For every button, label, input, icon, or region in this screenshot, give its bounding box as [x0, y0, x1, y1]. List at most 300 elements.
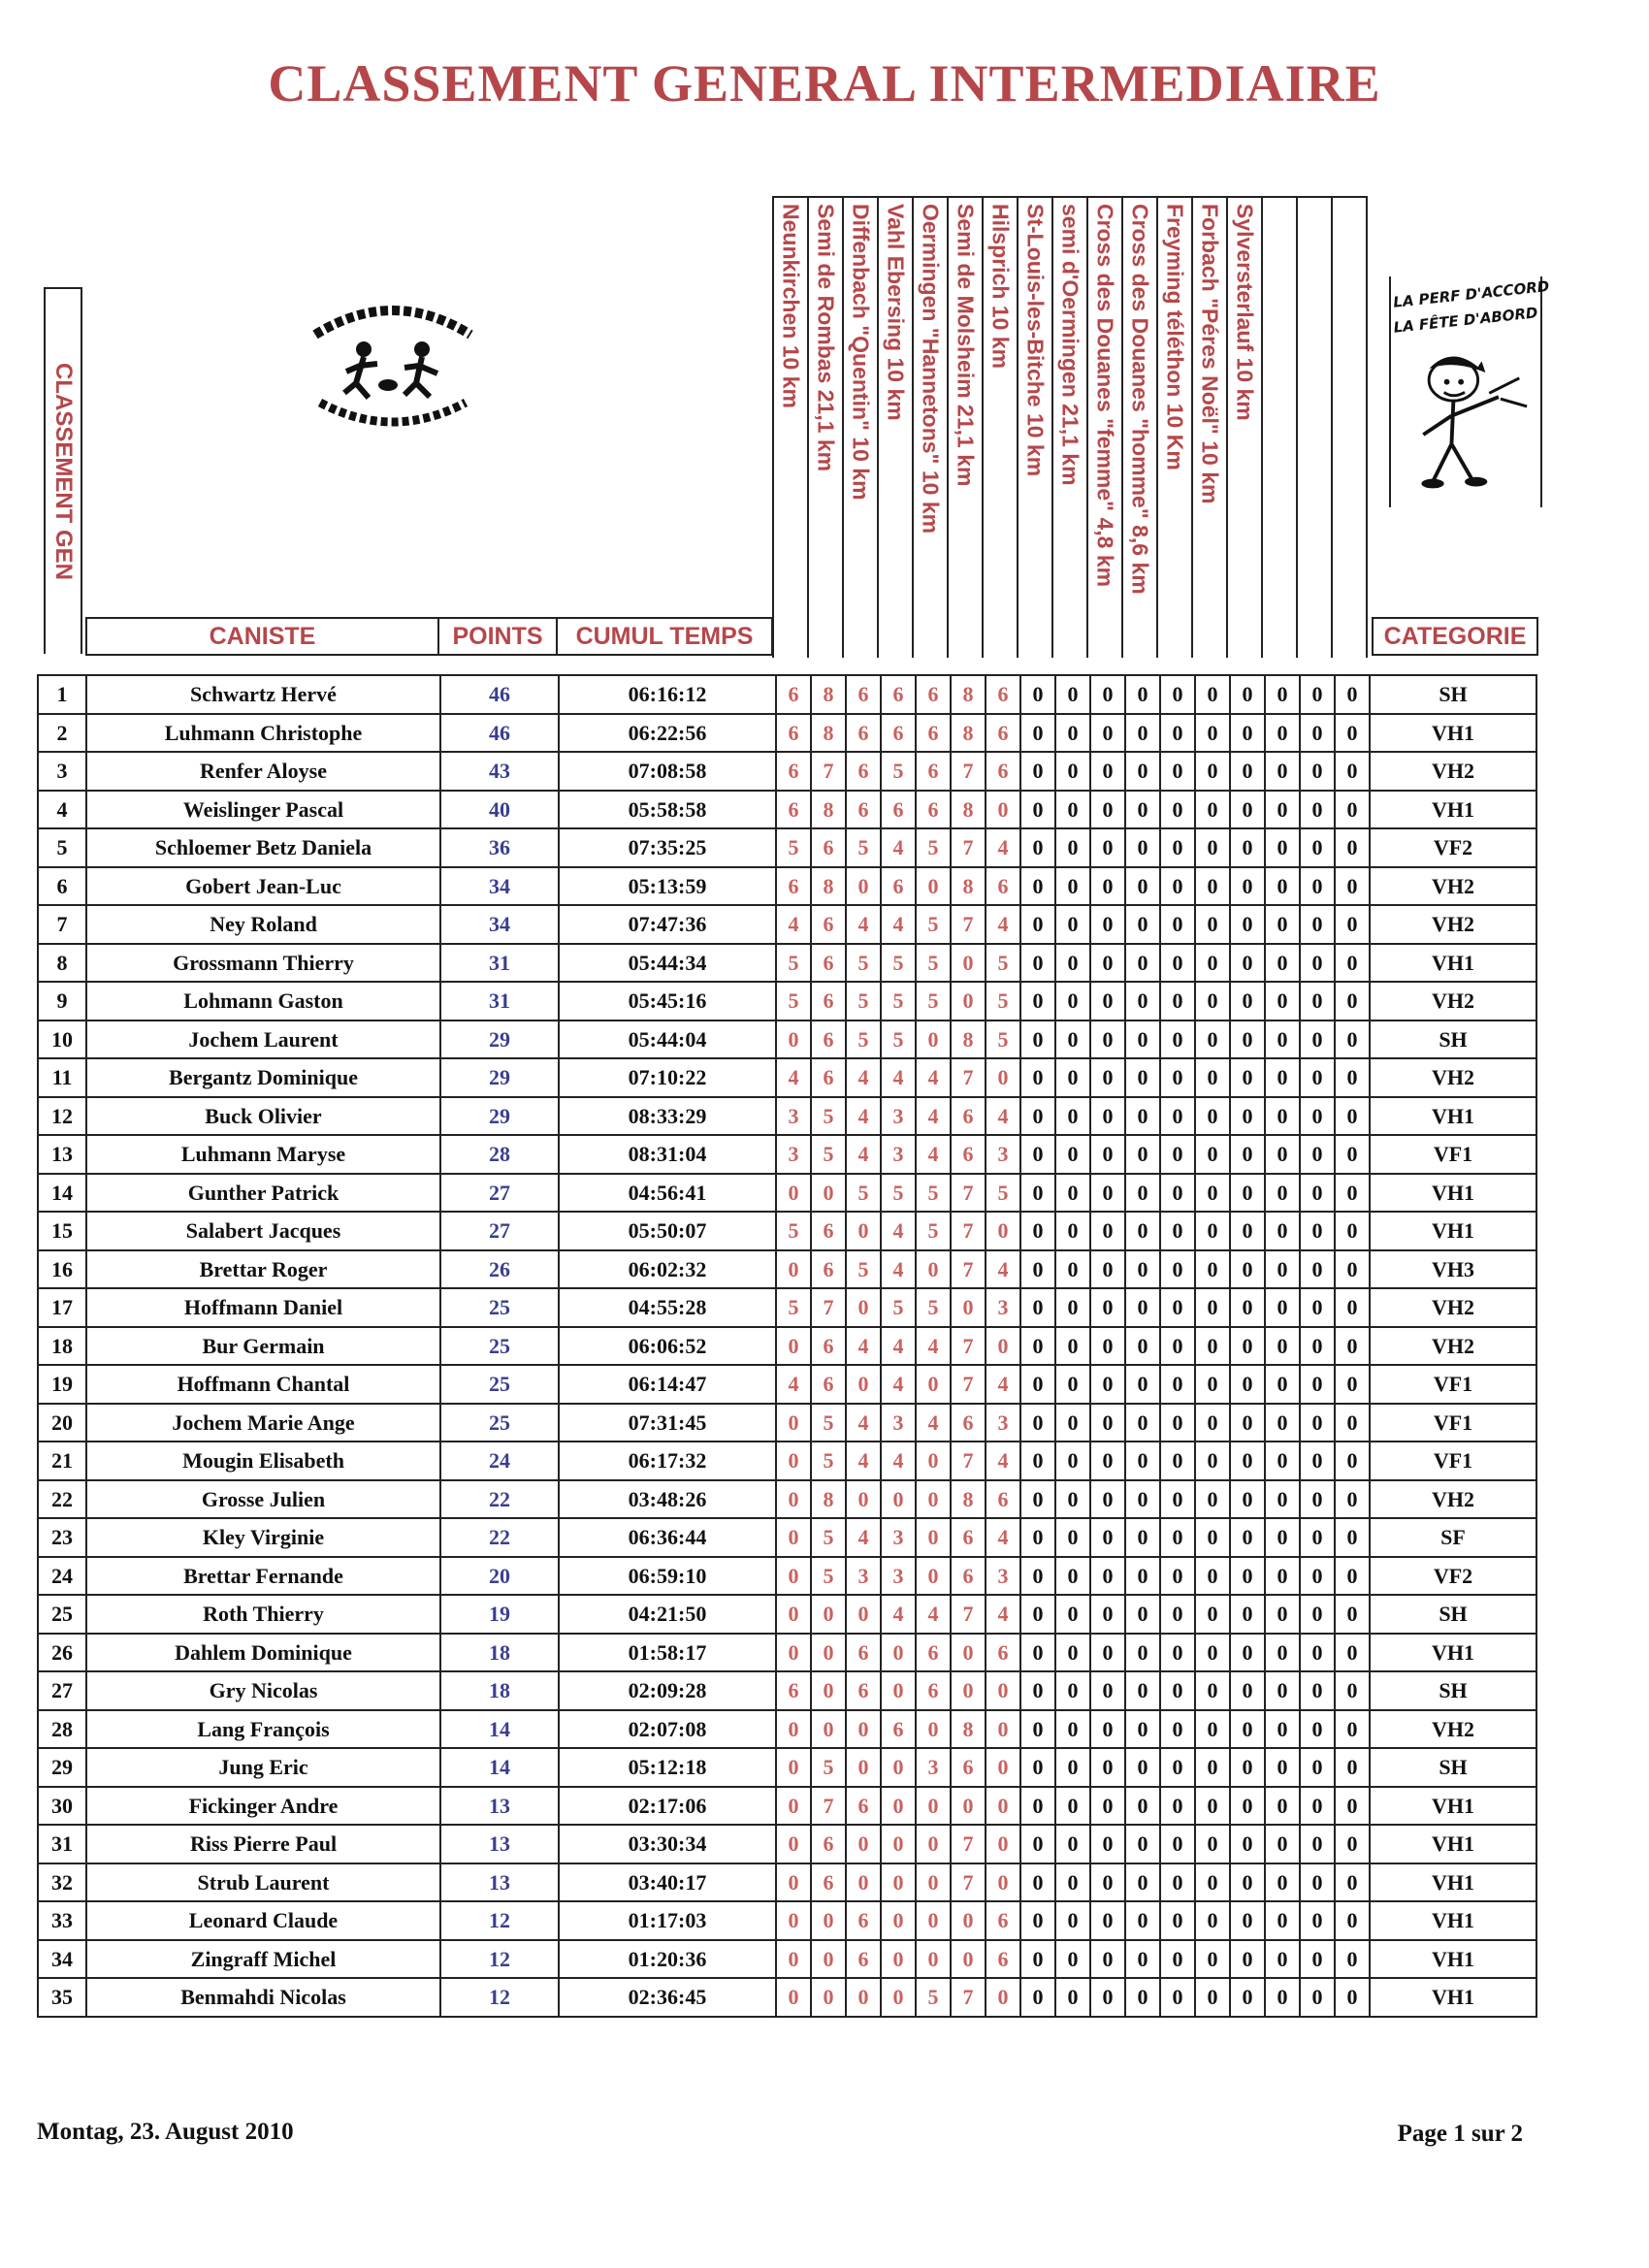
race-score-cell: 0 [846, 1288, 881, 1327]
race-score-cell: 0 [1020, 828, 1055, 867]
race-score-cell: 6 [846, 1940, 881, 1979]
race-score-cell: 0 [1125, 1058, 1160, 1097]
race-score-cell: 0 [1125, 1288, 1160, 1327]
race-score-cell: 8 [951, 1710, 986, 1749]
race-score-cell: 8 [951, 791, 986, 829]
race-score-cell: 0 [1160, 1901, 1195, 1940]
race-score-cell: 7 [951, 828, 986, 867]
table-row [38, 1288, 1536, 1327]
race-score-cell: 4 [881, 1327, 916, 1366]
race-score-cell: 0 [1335, 1940, 1370, 1979]
race-score-cell: 0 [1090, 752, 1125, 791]
race-score-cell: 0 [1300, 752, 1335, 791]
race-score-cell: 7 [951, 1442, 986, 1480]
race-score-cell: 0 [1265, 1978, 1300, 2017]
category-cell: VH2 [1370, 1058, 1536, 1097]
race-score-cell: 0 [1125, 1250, 1160, 1289]
race-score-cell: 0 [1160, 867, 1195, 906]
race-score-cell: 0 [1160, 1671, 1195, 1710]
race-score-cell: 0 [1230, 1710, 1265, 1749]
footer-page-number: Page 1 sur 2 [1397, 2121, 1523, 2147]
race-score-cell: 7 [951, 1058, 986, 1097]
race-score-cell: 0 [1055, 1365, 1090, 1404]
race-score-cell: 6 [811, 1021, 846, 1059]
race-score-cell: 0 [1195, 1671, 1230, 1710]
race-score-cell: 6 [846, 675, 881, 714]
race-score-cell: 0 [916, 1442, 951, 1480]
points-cell: 29 [440, 1097, 559, 1136]
race-header-label: Neunkirchen 10 km [778, 204, 804, 408]
cumul-time-cell: 04:56:41 [559, 1174, 776, 1213]
race-score-cell: 0 [1230, 1863, 1265, 1902]
race-score-cell: 0 [1300, 1365, 1335, 1404]
rank-cell: 2 [38, 714, 86, 753]
race-score-cell: 0 [1195, 905, 1230, 944]
race-score-cell: 0 [776, 1518, 811, 1557]
race-score-cell: 0 [1055, 1595, 1090, 1634]
race-score-cell: 6 [881, 867, 916, 906]
race-score-cell: 4 [846, 1097, 881, 1136]
race-score-cell: 0 [1055, 1480, 1090, 1519]
cumul-time-cell: 07:08:58 [559, 752, 776, 791]
race-score-cell: 0 [1335, 944, 1370, 983]
caniste-name: Lohmann Gaston [86, 982, 440, 1021]
race-score-cell: 0 [811, 1595, 846, 1634]
race-score-cell: 0 [846, 1825, 881, 1863]
caniste-name: Jochem Laurent [86, 1021, 440, 1059]
race-score-cell: 0 [1230, 1940, 1265, 1979]
race-score-cell: 5 [776, 1212, 811, 1250]
race-score-cell: 6 [986, 752, 1020, 791]
table-row [38, 1940, 1536, 1979]
caniste-name: Kley Virginie [86, 1518, 440, 1557]
race-header-label: Semi de Molsheim 21,1 km [953, 204, 979, 487]
table-row [38, 1480, 1536, 1519]
race-score-cell: 0 [846, 867, 881, 906]
category-cell: SH [1370, 1595, 1536, 1634]
race-score-cell: 5 [916, 1174, 951, 1213]
club-logo-right [1389, 276, 1551, 507]
race-score-cell: 0 [1055, 1021, 1090, 1059]
cumul-time-cell: 06:17:32 [559, 1442, 776, 1480]
race-score-cell: 3 [986, 1557, 1020, 1596]
race-score-cell: 0 [1055, 867, 1090, 906]
race-score-cell: 3 [881, 1557, 916, 1596]
race-score-cell: 0 [1160, 1021, 1195, 1059]
race-score-cell: 0 [1335, 1825, 1370, 1863]
caniste-name: Jung Eric [86, 1748, 440, 1787]
race-score-cell: 6 [951, 1518, 986, 1557]
race-score-cell: 7 [951, 1595, 986, 1634]
race-score-cell: 0 [986, 791, 1020, 829]
race-score-cell: 6 [916, 752, 951, 791]
race-score-cell: 5 [986, 944, 1020, 983]
race-score-cell: 0 [1090, 1557, 1125, 1596]
race-score-cell: 0 [811, 1710, 846, 1749]
race-score-cell: 0 [1020, 1097, 1055, 1136]
race-score-cell: 0 [1090, 1480, 1125, 1519]
race-score-cell: 0 [1090, 1327, 1125, 1366]
race-score-cell: 0 [1055, 1901, 1090, 1940]
race-score-cell: 0 [1125, 714, 1160, 753]
race-score-cell: 0 [1265, 1634, 1300, 1672]
rank-cell: 1 [38, 675, 86, 714]
race-score-cell: 0 [846, 1710, 881, 1749]
race-score-cell: 6 [951, 1097, 986, 1136]
caniste-name: Roth Thierry [86, 1595, 440, 1634]
table-row [38, 1021, 1536, 1059]
table-row [38, 867, 1536, 906]
race-score-cell: 0 [1230, 1288, 1265, 1327]
race-score-cell: 0 [1265, 905, 1300, 944]
race-score-cell: 0 [776, 1787, 811, 1826]
race-header-label: semi d'Oermingen 21,1 km [1057, 204, 1083, 486]
table-row [38, 1825, 1536, 1863]
race-score-cell: 0 [1195, 791, 1230, 829]
race-score-cell: 0 [951, 1787, 986, 1826]
race-score-cell: 0 [1300, 1940, 1335, 1979]
race-score-cell: 3 [881, 1518, 916, 1557]
race-score-cell: 0 [776, 1634, 811, 1672]
race-score-cell: 0 [1090, 1135, 1125, 1174]
cumul-time-cell: 02:17:06 [559, 1787, 776, 1826]
race-score-cell: 0 [1125, 1634, 1160, 1672]
race-header-12 [1158, 198, 1193, 658]
race-score-cell: 4 [916, 1595, 951, 1634]
race-score-cell: 5 [846, 1250, 881, 1289]
race-score-cell: 0 [1090, 905, 1125, 944]
table-row [38, 1404, 1536, 1442]
race-score-cell: 0 [1230, 828, 1265, 867]
race-score-cell: 0 [1160, 1480, 1195, 1519]
table-row [38, 982, 1536, 1021]
points-cell: 18 [440, 1634, 559, 1672]
race-header-label: Forbach "Péres Noël" 10 km [1197, 204, 1223, 504]
race-score-cell: 0 [1230, 1058, 1265, 1097]
points-cell: 28 [440, 1135, 559, 1174]
race-header-2 [809, 198, 844, 658]
race-score-cell: 0 [1195, 1518, 1230, 1557]
race-score-cell: 0 [776, 1250, 811, 1289]
race-score-cell: 0 [1125, 1557, 1160, 1596]
rank-cell: 15 [38, 1212, 86, 1250]
race-score-cell: 0 [1125, 675, 1160, 714]
race-score-cell: 0 [1020, 1404, 1055, 1442]
category-cell: VF2 [1370, 828, 1536, 867]
race-score-cell: 5 [986, 1021, 1020, 1059]
race-score-cell: 0 [1195, 867, 1230, 906]
race-score-cell: 0 [776, 1940, 811, 1979]
race-score-cell: 0 [1160, 1212, 1195, 1250]
rank-cell: 12 [38, 1097, 86, 1136]
race-score-cell: 3 [986, 1135, 1020, 1174]
table-row [38, 1595, 1536, 1634]
race-score-cell: 6 [916, 1671, 951, 1710]
race-score-cell: 3 [881, 1135, 916, 1174]
category-cell: VH1 [1370, 714, 1536, 753]
caniste-name: Buck Olivier [86, 1097, 440, 1136]
table-row [38, 1135, 1536, 1174]
race-score-cell: 0 [1195, 1212, 1230, 1250]
race-score-cell: 0 [1125, 1021, 1160, 1059]
footer-date: Montag, 23. August 2010 [37, 2119, 294, 2145]
cumul-time-cell: 06:36:44 [559, 1518, 776, 1557]
race-score-cell: 0 [1300, 1557, 1335, 1596]
race-score-cell: 0 [1230, 1135, 1265, 1174]
race-score-cell: 0 [881, 1480, 916, 1519]
race-header-4 [879, 198, 914, 658]
race-score-cell: 0 [1230, 1327, 1265, 1366]
race-score-cell: 0 [1125, 1748, 1160, 1787]
race-score-cell: 0 [811, 1940, 846, 1979]
race-score-cell: 0 [1020, 1710, 1055, 1749]
race-score-cell: 0 [776, 1021, 811, 1059]
race-score-cell: 4 [846, 1518, 881, 1557]
race-score-cell: 0 [1020, 791, 1055, 829]
race-score-cell: 0 [1195, 1748, 1230, 1787]
race-score-cell: 0 [1020, 905, 1055, 944]
category-cell: VH1 [1370, 1787, 1536, 1826]
race-score-cell: 0 [1195, 1940, 1230, 1979]
cumul-time-cell: 03:30:34 [559, 1825, 776, 1863]
race-score-cell: 0 [1020, 1365, 1055, 1404]
race-score-cell: 0 [1335, 1021, 1370, 1059]
cumul-time-cell: 06:06:52 [559, 1327, 776, 1366]
race-score-cell: 0 [1265, 791, 1300, 829]
race-score-cell: 0 [1230, 1442, 1265, 1480]
race-score-cell: 0 [1335, 791, 1370, 829]
race-score-cell: 7 [951, 905, 986, 944]
race-score-cell: 7 [951, 752, 986, 791]
race-score-cell: 0 [1230, 1404, 1265, 1442]
rank-cell: 23 [38, 1518, 86, 1557]
race-score-cell: 0 [1090, 1058, 1125, 1097]
race-score-cell: 0 [1090, 944, 1125, 983]
race-score-cell: 0 [1300, 1634, 1335, 1672]
race-score-cell: 5 [881, 1288, 916, 1327]
race-score-cell: 0 [1265, 1250, 1300, 1289]
race-score-cell: 4 [986, 1442, 1020, 1480]
race-score-cell: 0 [1335, 1365, 1370, 1404]
race-header-label: Vahl Ebersing 10 km [883, 204, 909, 421]
race-score-cell: 5 [916, 982, 951, 1021]
race-score-cell: 0 [1160, 1557, 1195, 1596]
race-score-cell: 0 [1125, 1404, 1160, 1442]
race-score-cell: 0 [1230, 752, 1265, 791]
points-cell: 18 [440, 1671, 559, 1710]
ranking-table [37, 674, 1537, 2018]
category-cell: VH1 [1370, 1825, 1536, 1863]
race-score-cell: 0 [986, 1748, 1020, 1787]
race-score-cell: 3 [846, 1557, 881, 1596]
category-cell: VH1 [1370, 1940, 1536, 1979]
race-score-cell: 0 [1090, 1595, 1125, 1634]
caniste-name: Grossmann Thierry [86, 944, 440, 983]
race-score-cell: 0 [1335, 867, 1370, 906]
race-score-cell: 0 [1090, 1671, 1125, 1710]
table-row [38, 944, 1536, 983]
race-score-cell: 0 [916, 1518, 951, 1557]
cumul-time-cell: 03:40:17 [559, 1863, 776, 1902]
race-score-cell: 5 [776, 982, 811, 1021]
race-score-cell: 0 [1195, 1365, 1230, 1404]
race-score-cell: 0 [1265, 1557, 1300, 1596]
race-score-cell: 7 [951, 1863, 986, 1902]
points-cell: 14 [440, 1710, 559, 1749]
race-score-cell: 6 [846, 791, 881, 829]
points-cell: 22 [440, 1480, 559, 1519]
rank-cell: 20 [38, 1404, 86, 1442]
race-score-cell: 0 [1195, 1978, 1230, 2017]
race-score-cell: 0 [1090, 1863, 1125, 1902]
race-score-cell: 0 [1055, 1327, 1090, 1366]
race-score-cell: 0 [1090, 714, 1125, 753]
race-score-cell: 0 [1230, 1250, 1265, 1289]
race-score-cell: 7 [811, 1787, 846, 1826]
points-cell: 12 [440, 1978, 559, 2017]
points-cell: 29 [440, 1058, 559, 1097]
race-score-cell: 0 [846, 1365, 881, 1404]
race-score-cell: 6 [986, 1480, 1020, 1519]
race-score-cell: 0 [1020, 1787, 1055, 1826]
race-score-cell: 0 [1055, 1174, 1090, 1213]
race-score-cell: 0 [1055, 1442, 1090, 1480]
points-cell: 25 [440, 1404, 559, 1442]
race-score-cell: 0 [951, 1634, 986, 1672]
race-score-cell: 0 [1160, 1863, 1195, 1902]
rank-cell: 10 [38, 1021, 86, 1059]
race-score-cell: 0 [1055, 791, 1090, 829]
race-score-cell: 0 [1230, 791, 1265, 829]
race-score-cell: 0 [986, 1978, 1020, 2017]
race-score-cell: 0 [1335, 1097, 1370, 1136]
race-score-cell: 0 [776, 1710, 811, 1749]
race-score-cell: 0 [776, 1863, 811, 1902]
cumul-time-cell: 05:44:04 [559, 1021, 776, 1059]
caniste-name: Lang François [86, 1710, 440, 1749]
race-score-cell: 0 [1160, 1135, 1195, 1174]
race-score-cell: 4 [916, 1135, 951, 1174]
rank-cell: 7 [38, 905, 86, 944]
header-points: POINTS [437, 617, 558, 656]
race-score-cell: 0 [951, 1671, 986, 1710]
race-score-cell: 0 [1020, 1901, 1055, 1940]
points-cell: 31 [440, 944, 559, 983]
race-score-cell: 0 [1160, 675, 1195, 714]
cumul-time-cell: 05:45:16 [559, 982, 776, 1021]
table-row [38, 905, 1536, 944]
race-score-cell: 0 [1335, 1748, 1370, 1787]
race-score-cell: 0 [1335, 1058, 1370, 1097]
race-score-cell: 6 [811, 1327, 846, 1366]
race-score-cell: 5 [811, 1557, 846, 1596]
table-row [38, 1058, 1536, 1097]
points-cell: 40 [440, 791, 559, 829]
race-score-cell: 6 [986, 714, 1020, 753]
rank-cell: 13 [38, 1135, 86, 1174]
race-score-cell: 0 [776, 1748, 811, 1787]
race-score-cell: 6 [846, 1901, 881, 1940]
race-header-14 [1228, 198, 1263, 658]
race-score-cell: 0 [1195, 1442, 1230, 1480]
race-score-cell: 0 [1125, 982, 1160, 1021]
category-cell: VH1 [1370, 1863, 1536, 1902]
race-score-cell: 0 [1335, 1442, 1370, 1480]
race-score-cell: 0 [1125, 1710, 1160, 1749]
caniste-name: Ney Roland [86, 905, 440, 944]
race-score-cell: 0 [1125, 1174, 1160, 1213]
race-score-cell: 0 [1020, 1327, 1055, 1366]
race-score-cell: 3 [881, 1404, 916, 1442]
race-score-cell: 0 [1160, 905, 1195, 944]
table-row [38, 1250, 1536, 1289]
caniste-name: Luhmann Maryse [86, 1135, 440, 1174]
race-score-cell: 0 [1195, 982, 1230, 1021]
race-score-cell: 0 [1125, 1480, 1160, 1519]
race-score-cell: 0 [1125, 828, 1160, 867]
race-score-cell: 0 [881, 1978, 916, 2017]
race-score-cell: 0 [881, 1748, 916, 1787]
race-score-cell: 0 [1020, 1288, 1055, 1327]
race-score-cell: 7 [951, 1174, 986, 1213]
table-row [38, 1518, 1536, 1557]
race-score-cell: 0 [1230, 1634, 1265, 1672]
points-cell: 46 [440, 675, 559, 714]
race-score-cell: 0 [1090, 1634, 1125, 1672]
race-score-cell: 3 [881, 1097, 916, 1136]
cumul-time-cell: 02:36:45 [559, 1978, 776, 2017]
race-score-cell: 0 [776, 1557, 811, 1596]
table-row [38, 1174, 1536, 1213]
race-score-cell: 6 [811, 1365, 846, 1404]
race-score-cell: 5 [881, 944, 916, 983]
race-score-cell: 0 [1300, 1288, 1335, 1327]
race-score-cell: 6 [951, 1557, 986, 1596]
rank-cell: 8 [38, 944, 86, 983]
race-score-cell: 6 [916, 791, 951, 829]
table-row [38, 1634, 1536, 1672]
race-score-cell: 0 [1020, 1518, 1055, 1557]
race-header-label: Cross des Douanes "femme" 4,8 km [1092, 204, 1118, 588]
category-cell: VH2 [1370, 1480, 1536, 1519]
race-score-cell: 0 [1160, 1250, 1195, 1289]
race-score-cell: 0 [916, 1365, 951, 1404]
race-score-cell: 8 [811, 791, 846, 829]
race-score-cell: 0 [1300, 944, 1335, 983]
race-score-cell: 5 [846, 828, 881, 867]
race-score-cell: 4 [846, 905, 881, 944]
category-cell: VH1 [1370, 1634, 1536, 1672]
race-score-cell: 0 [1125, 1595, 1160, 1634]
race-score-cell: 0 [1055, 714, 1090, 753]
race-score-cell: 6 [846, 1671, 881, 1710]
race-score-cell: 0 [1335, 828, 1370, 867]
race-score-cell: 0 [1160, 1404, 1195, 1442]
race-score-cell: 5 [811, 1518, 846, 1557]
race-score-cell: 0 [1195, 1135, 1230, 1174]
rank-cell: 17 [38, 1288, 86, 1327]
race-score-cell: 8 [811, 1480, 846, 1519]
category-cell: VH1 [1370, 1097, 1536, 1136]
race-score-cell: 0 [1020, 1058, 1055, 1097]
race-score-cell: 0 [1020, 675, 1055, 714]
race-score-cell: 5 [881, 982, 916, 1021]
race-score-cell: 0 [1090, 1901, 1125, 1940]
cumul-time-cell: 05:58:58 [559, 791, 776, 829]
race-score-cell: 0 [916, 1710, 951, 1749]
race-score-cell: 0 [1300, 1825, 1335, 1863]
category-cell: VF1 [1370, 1365, 1536, 1404]
